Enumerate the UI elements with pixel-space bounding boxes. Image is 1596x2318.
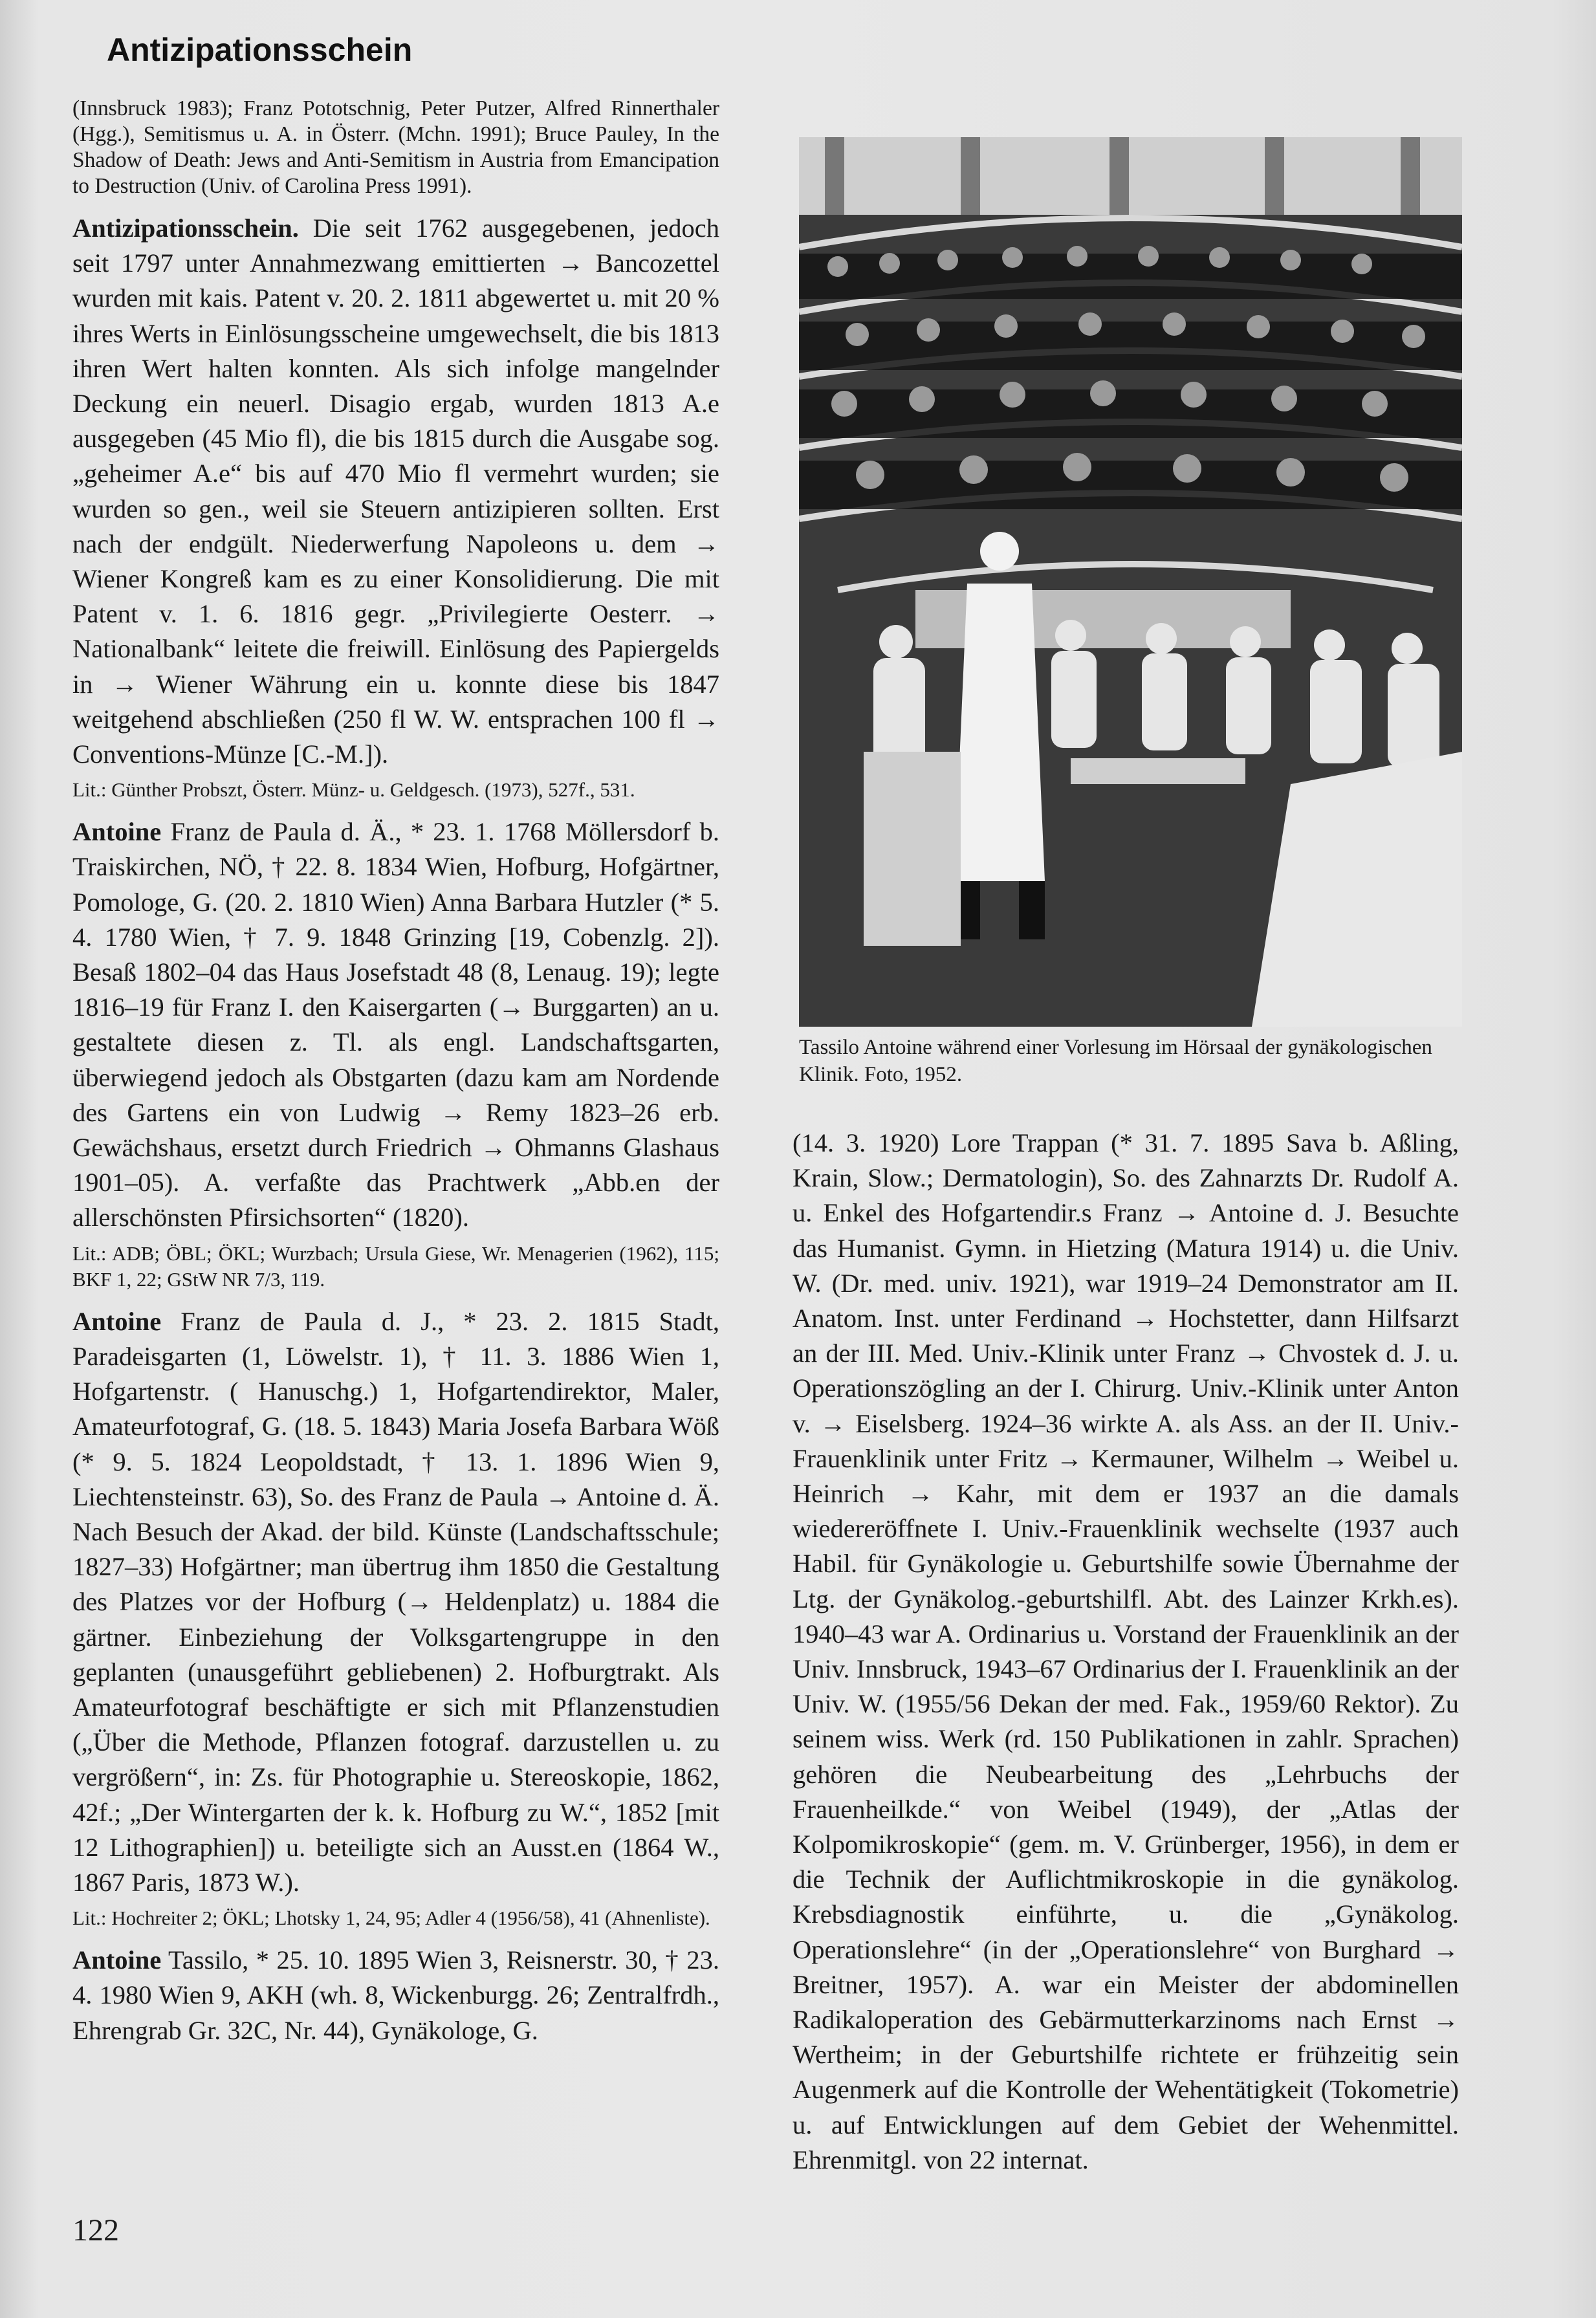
entry-headword: Antoine — [72, 1945, 162, 1975]
entry-headword: Antoine — [72, 1306, 162, 1336]
entry-antizipationsschein — [72, 211, 719, 772]
entry-text: Tassilo, * 25. 10. 1895 Wien 3, Reisnerstr. 30, † 23. 4. 1980 Wien 9, AKH (wh. 8, Wickenburgg. 26; Zentralfrdh., Ehrengrab Gr. 32C, Nr. 44), Gynäkologe, G. — [72, 1945, 719, 2045]
entry-antoine-tassilo — [72, 1943, 719, 2048]
running-head: Antizipationsschein — [107, 32, 413, 68]
intro-continuation: (Innsbruck 1983); Franz Pototschnig, Peter Putzer, Alfred Rinnerthaler (Hgg.), Semitismus u. A. in Österr. (Mchn. 1991); Bruce Pauley, In the Shadow of Death: Jews and Anti-Semitism in Austria from Emancipation to Destruction (Univ. of Carolina Press 1991). — [72, 96, 719, 198]
entry-antoine-tassilo-continued: (14. 3. 1920) Lore Trappan (* 31. 7. 1895 Sava b. Aßling, Krain, Slow.; Dermatologin), So. des Zahnarzts Dr. Rudolf A. u. Enkel des Hofgartendir.s Franz → Antoine d. J. Besuchte das Humanist. Gymn. in Hietzing (Matura 1914) u. die Univ. W. (Dr. med. univ. 1921), war 1919–24 Demonstrator am II. Anatom. Inst. unter Ferdinand → Hochstetter, dann Hilfsarzt an der III. Med. Univ.-Klinik unter Franz → Chvostek d. J. u. Operationszögling an der I. Chirurg. Univ.-Klinik unter Anton v. → Eiselsberg. 1924–36 wirkte A. als Ass. an der II. Univ.-Frauenklinik unter Fritz → Kermauner, Wilhelm → Weibel u. Heinrich → Kahr, mit dem er 1937 an die damals wiedereröffnete I. Univ.-Frauenklinik wechselte (1937 auch Habil. für Gynäkologie u. Geburtshilfe sowie Übernahme der Ltg. der Gynäkolog.-geburtshilfl. Abt. des Lainzer Krkh.es). 1940–43 war A. Ordinarius u. Vorstand der Frauenklinik an der Univ. Innsbruck, 1943–67 Ordinarius der I. Frauenklinik an der Univ. W. (1955/56 Dekan der med. Fak., 1959/60 Rektor). Zu seinem wiss. Werk (rd. 150 Publikationen in zahlr. Sprachen) gehören die Neubearbeitung des „Lehrbuchs der Frauenheilkde.“ von Weibel (1949), der „Atlas der Kolpomikroskopie“ (gem. m. V. Grünberger, 1956), in dem er die Technik der Auflichtmikroskopie in die gynäkolog. Krebsdiagnostik einführte, u. die „Gynäkolog. Operationslehre“ (in der „Operationslehre“ von Burghard → Breitner, 1957). A. war ein Meister der abdominellen Radikaloperation des Gebärmutterkarzinoms nach Ernst → Wertheim; in der Geburtshilfe richtete er frühzeitig sein Augenmerk auf die Kontrolle der Wehentätigkeit (Tokometrie) u. auf Entwicklungen auf dem Gebiet der Wehenmittel. Ehrenmitgl. von 22 internat. — [793, 1128, 1459, 2174]
lecture-hall-photo — [799, 137, 1462, 1027]
page-number: 122 — [72, 2213, 119, 2247]
entry-headword: Antizipationsschein. — [72, 213, 299, 243]
photo-caption: Tassilo Antoine während einer Vorlesung im Hörsaal der gynäkologischen Klinik. Foto, 1952. — [799, 1036, 1432, 1086]
right-column — [793, 1126, 1459, 2178]
entry-literature: Lit.: Günther Probszt, Österr. Münz- u. Geldgesch. (1973), 527f., 531. — [72, 778, 635, 802]
entry-literature: Lit.: ADB; ÖBL; ÖKL; Wurzbach; Ursula Giese, Wr. Menagerien (1962), 115; BKF 1, 22; GStW NR 7/3, 119. — [72, 1241, 719, 1291]
entry-antoine-franz-ae — [72, 815, 719, 1235]
entry-literature: Lit.: Hochreiter 2; ÖKL; Lhotsky 1, 24, 95; Adler 4 (1956/58), 41 (Ahnenliste). — [72, 1907, 710, 1930]
entry-text: Franz de Paula d. Ä., * 23. 1. 1768 Möllersdorf b. Traiskirchen, NÖ, † 22. 8. 1834 Wien, Hofburg, Hofgärtner, Pomologe, G. (20. 2. 1810 Wien) Anna Barbara Hutzler (* 5. 4. 1780 Wien, † 7. 9. 1848 Grinzing [19, Cobenzlg. 2]). Besaß 1802–04 das Haus Josefstadt 48 (8, Lenaug. 19); legte 1816–19 für Franz I. den Kaisergarten (→ Burggarten) an u. gestaltete diesen z. Tl. als engl. Landschaftsgarten, überwiegend jedoch als Obstgarten (dazu kam am Nordende des Gartens ein von Ludwig → Remy 1823–26 erb. Gewächshaus, ersetzt durch Friedrich → Ohmanns Glashaus 1901–05). A. verfaßte das Prachtwerk „Abb.en der allerschönsten Pfirsichsorten“ (1820). — [72, 817, 719, 1232]
entry-headword: Antoine — [72, 817, 162, 847]
entry-text: Die seit 1762 ausgegebenen, jedoch seit 1797 unter Annahmezwang emittierten → Bancozettel wurden mit kais. Patent v. 20. 2. 1811 abgewertet u. mit 20 % ihres Werts in Einlösungsscheine umgewechselt, die bis 1813 ihren Wert halten konnten. Als sich infolge mangelnder Deckung ein neuerl. Disagio ergab, wurden 1813 A.e ausgegeben (45 Mio fl), die bis 1815 durch die Ausgabe sog. „geheimer A.e“ bis auf 470 Mio fl vermehrt wurden; sie wurden so gen., weil sie Steuern antizipieren sollten. Erst nach der endgült. Niederwerfung Napoleons u. dem → Wiener Kongreß kam es zu einer Konsolidierung. Die mit Patent v. 1. 6. 1816 gegr. „Privilegierte Oesterr. → Nationalbank“ leitete die freiwill. Einlösung des Papiergelds in → Wiener Währung ein u. konnte diese bis 1847 weitgehend abschließen (250 fl W. W. entsprachen 100 fl → Conventions-Münze [C.-M.]). — [72, 213, 719, 769]
entry-antoine-franz-j — [72, 1304, 719, 1900]
entry-text: Franz de Paula d. J., * 23. 2. 1815 Stadt, Paradeisgarten (1, Löwelstr. 1), † 11. 3. 1886 Wien 1, Hofgartenstr. ( Hanuschg.) 1, Hofgartendirektor, Maler, Amateurfotograf, G. (18. 5. 1843) Maria Josefa Barbara Wöß (* 9. 5. 1824 Leopoldstadt, † 13. 1. 1896 Wien 9, Liechtensteinstr. 63), So. des Franz de Paula → Antoine d. Ä. Nach Besuch der Akad. der bild. Künste (Landschaftsschule; 1827–33) Hofgärtner; man übertrug ihm 1850 die Gestaltung des Platzes vor der Hofburg (→ Heldenplatz) u. 1884 die gärtner. Einbeziehung der Volksgartengruppe in den geplanten (unausgeführt gebliebenen) 2. Hofburgtrakt. Als Amateurfotograf beschäftigte er sich mit Pflanzenstudien („Über die Methode, Pflanzen fotograf. darzustellen u. zu vergrößern“, in: Zs. für Photographie u. Stereoskopie, 1862, 42f.; „Der Wintergarten der k. k. Hofburg zu W.“, 1852 [mit 12 Lithographien]) u. beteiligte sich an Ausst.en (1864 W., 1867 Paris, 1873 W.). — [72, 1306, 719, 1897]
left-column — [72, 96, 719, 2048]
